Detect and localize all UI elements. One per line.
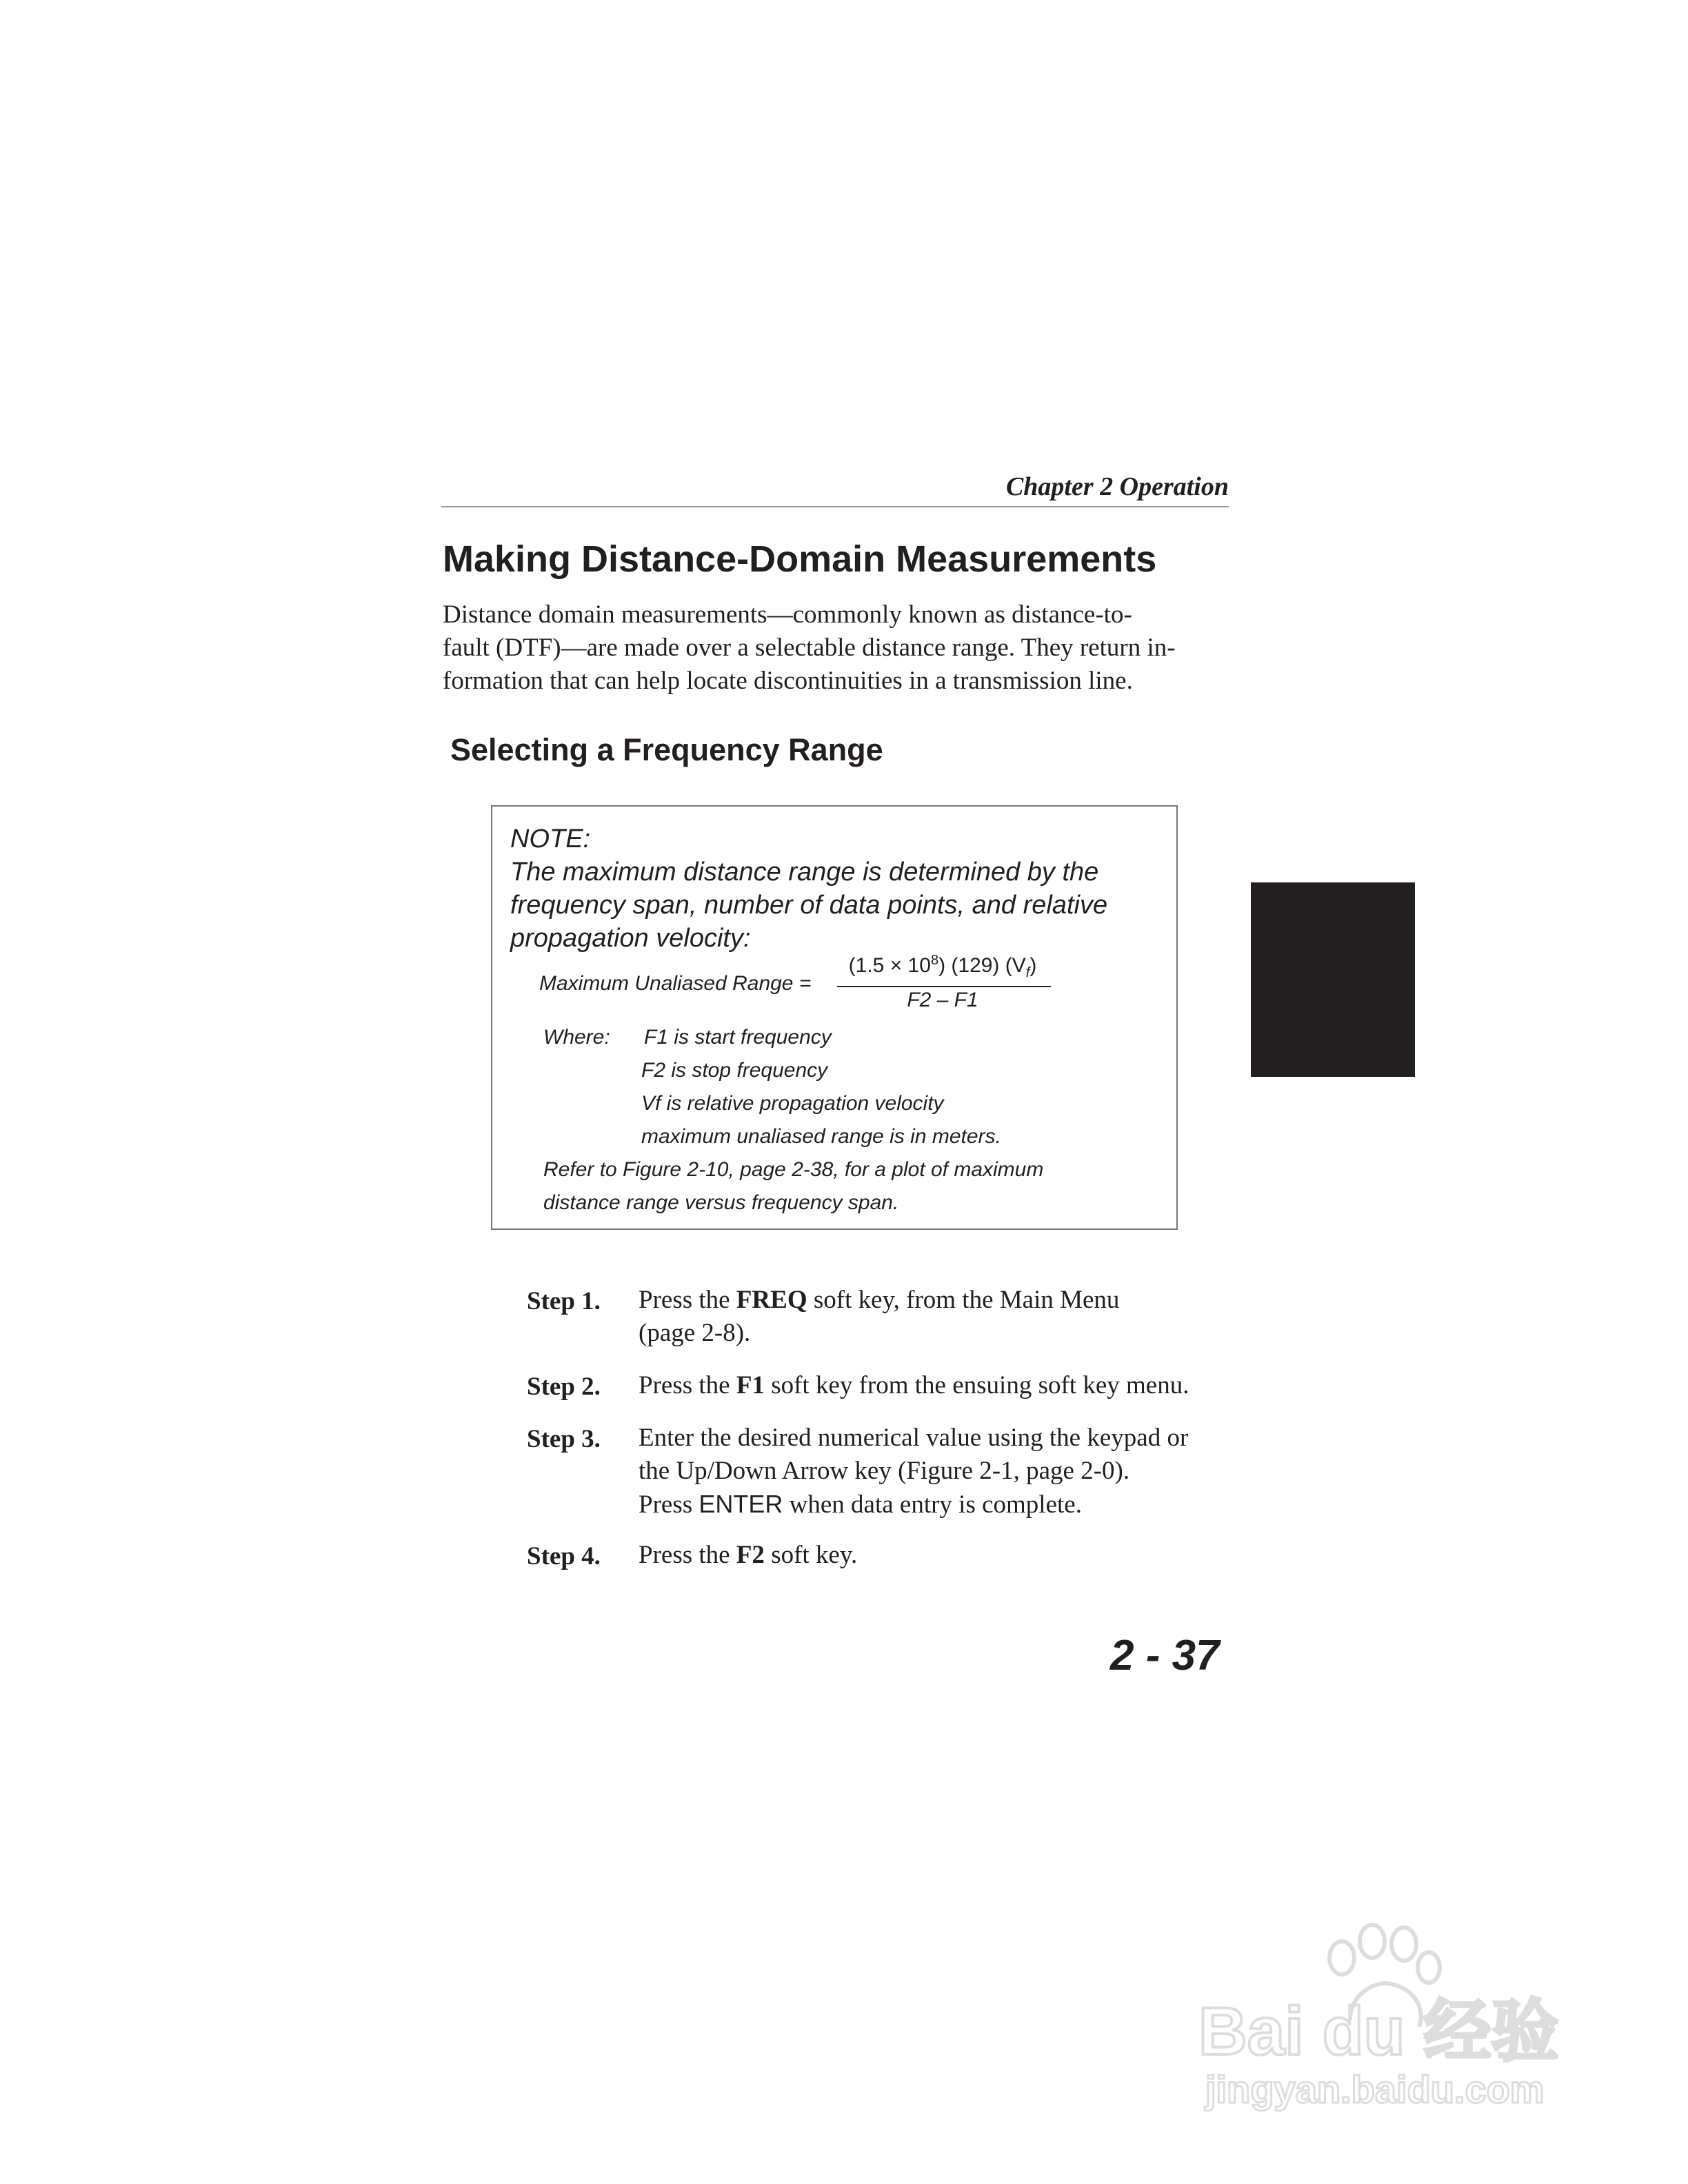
note-line: The maximum distance range is determined by the: [510, 858, 1099, 887]
fraction-bar: [837, 986, 1051, 987]
soft-key-name: F2: [736, 1541, 765, 1569]
watermark-brand: Bai du 经验: [1198, 1993, 1559, 2069]
note-line: frequency span, number of data points, and relative: [510, 891, 1108, 920]
intro-line: formation that can help locate discontinuities in a transmission line.: [443, 667, 1133, 695]
where-item: F2 is stop frequency: [641, 1059, 828, 1082]
enter-key-name: ENTER: [699, 1490, 783, 1518]
step-text: Press the F1 soft key from the ensuing soft key menu.: [639, 1371, 1189, 1399]
note-box: [491, 805, 1178, 1230]
step-text: Enter the desired numerical value using the keypad or the Up/Down Arrow key (Figure 2-1, page 2-0). Press ENTER when data entry is complete.: [639, 1424, 1189, 1519]
step-label: Step 3.: [527, 1425, 601, 1453]
page-number: 2 - 37: [1110, 1632, 1220, 1679]
equation-denominator: F2 – F1: [907, 989, 978, 1011]
watermark-url: jingyan.baidu.com: [1205, 2067, 1545, 2111]
note-heading: NOTE:: [510, 825, 591, 853]
section-title: Making Distance-Domain Measurements: [443, 538, 1157, 580]
equation-label: Maximum Unaliased Range =: [539, 972, 812, 995]
where-item: F1 is start frequency: [644, 1026, 832, 1049]
refer-line: Refer to Figure 2-10, page 2-38, for a plot of maximum: [543, 1158, 1044, 1181]
where-item: maximum unaliased range is in meters.: [641, 1125, 1001, 1148]
step-text: Press the F2 soft key.: [639, 1541, 858, 1569]
watermark: [1192, 1917, 1578, 2123]
step-label: Step 4.: [527, 1542, 601, 1570]
intro-line: fault (DTF)—are made over a selectable distance range. They return in-: [443, 634, 1176, 662]
chapter-label: Chapter 2 Operation: [1005, 472, 1229, 501]
equation-numerator: $(1.5 \times 10^8)$ (129) $(V_f)$: [848, 953, 1037, 980]
subsection-title: Selecting a Frequency Range: [450, 732, 883, 767]
step-text: Press the FREQ soft key, from the Main Menu (page 2-8).: [639, 1286, 1120, 1347]
running-header: [441, 470, 1229, 507]
where-item: Vf is relative propagation velocity: [641, 1092, 944, 1115]
note-line: propagation velocity:: [510, 924, 751, 953]
soft-key-name: F1: [736, 1371, 765, 1399]
soft-key-name: FREQ: [736, 1286, 807, 1314]
where-label: Where:: [543, 1026, 610, 1049]
intro-line: Distance domain measurements—commonly known as distance-to-: [443, 600, 1132, 629]
chapter-thumb-tab: [1251, 882, 1415, 1077]
refer-line: distance range versus frequency span.: [543, 1191, 899, 1214]
step-label: Step 2.: [527, 1373, 601, 1401]
step-label: Step 1.: [527, 1287, 601, 1315]
